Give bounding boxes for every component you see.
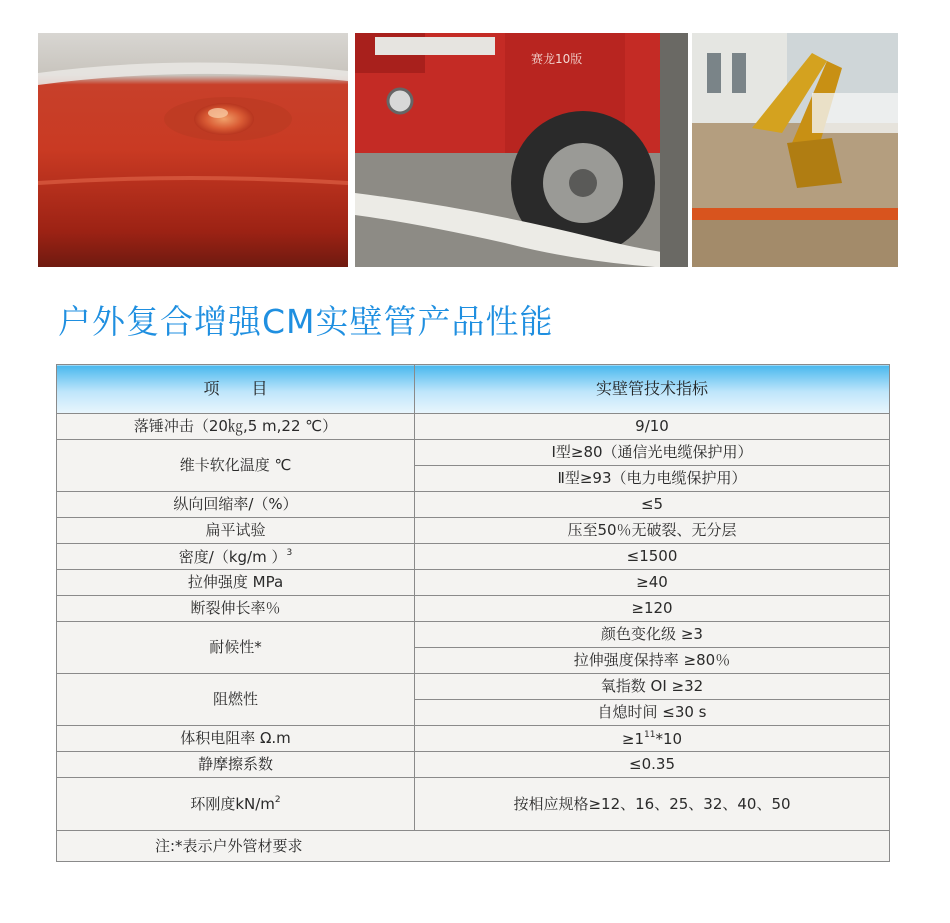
resist-sup: 11 <box>644 729 656 740</box>
table-row <box>57 440 890 466</box>
table-row <box>57 544 890 570</box>
row-value <box>415 726 890 752</box>
row-label: 纵向回缩率/（%） <box>57 492 415 518</box>
resist-value-a: ≥1 <box>621 729 645 748</box>
row-value: 自熄时间 ≤30 s <box>415 700 890 726</box>
row-value: Ⅰ型≥80（通信光电缆保护用） <box>415 440 890 466</box>
row-label: 体积电阻率 Ω.m <box>57 726 415 752</box>
resist-value-b: *10 <box>655 729 683 748</box>
table-note: 注:*表示户外管材要求 <box>57 831 890 862</box>
row-label: 扁平试验 <box>57 518 415 544</box>
truck-model-text: 赛龙10版 <box>531 52 583 66</box>
row-value: 氧指数 OI ≥32 <box>415 674 890 700</box>
row-label: 落锤冲击（20㎏,5 m,22 ℃） <box>57 414 415 440</box>
row-value: ≥120 <box>415 596 890 622</box>
truck-on-pipe-photo <box>355 33 688 267</box>
table-row <box>57 726 890 752</box>
row-value: ≤1500 <box>415 544 890 570</box>
row-value: Ⅱ型≥93（电力电缆保护用） <box>415 466 890 492</box>
page-title: 户外复合增强CM实壁管产品性能 <box>58 302 554 341</box>
row-label: 耐候性* <box>57 622 415 674</box>
density-sup: 3 <box>286 547 293 558</box>
header-spec: 实壁管技术指标 <box>415 365 890 414</box>
table-header-row <box>57 365 890 414</box>
ring-sup: 2 <box>274 795 281 805</box>
table-row <box>57 778 890 831</box>
ring-label-text: 环刚度kN/m <box>190 795 275 813</box>
header-item: 项 目 <box>57 365 415 414</box>
excavator-photo <box>692 33 898 267</box>
row-label: 阻燃性 <box>57 674 415 726</box>
spec-table <box>56 364 890 862</box>
row-label: 维卡软化温度 ℃ <box>57 440 415 492</box>
row-value: ≥40 <box>415 570 890 596</box>
density-label-text: 密度/（kg/m ） <box>178 547 287 566</box>
row-value: ≤5 <box>415 492 890 518</box>
table-row <box>57 674 890 700</box>
row-value: 颜色变化级 ≥3 <box>415 622 890 648</box>
table-row <box>57 752 890 778</box>
row-value: 按相应规格≥12、16、25、32、40、50 <box>415 778 890 831</box>
row-label <box>57 544 415 570</box>
row-label: 断裂伸长率％ <box>57 596 415 622</box>
table-note-row <box>57 831 890 862</box>
row-value: 压至50％无破裂、无分层 <box>415 518 890 544</box>
table-row <box>57 492 890 518</box>
table-row <box>57 570 890 596</box>
row-value: ≤0.35 <box>415 752 890 778</box>
row-value: 拉伸强度保持率 ≥80％ <box>415 648 890 674</box>
row-label: 拉伸强度 MPa <box>57 570 415 596</box>
row-value: 9/10 <box>415 414 890 440</box>
row-label: 静摩擦系数 <box>57 752 415 778</box>
table-row <box>57 596 890 622</box>
table-row <box>57 622 890 648</box>
table-row <box>57 414 890 440</box>
row-label <box>57 778 415 831</box>
pipe-impact-photo <box>38 33 348 267</box>
table-row <box>57 518 890 544</box>
